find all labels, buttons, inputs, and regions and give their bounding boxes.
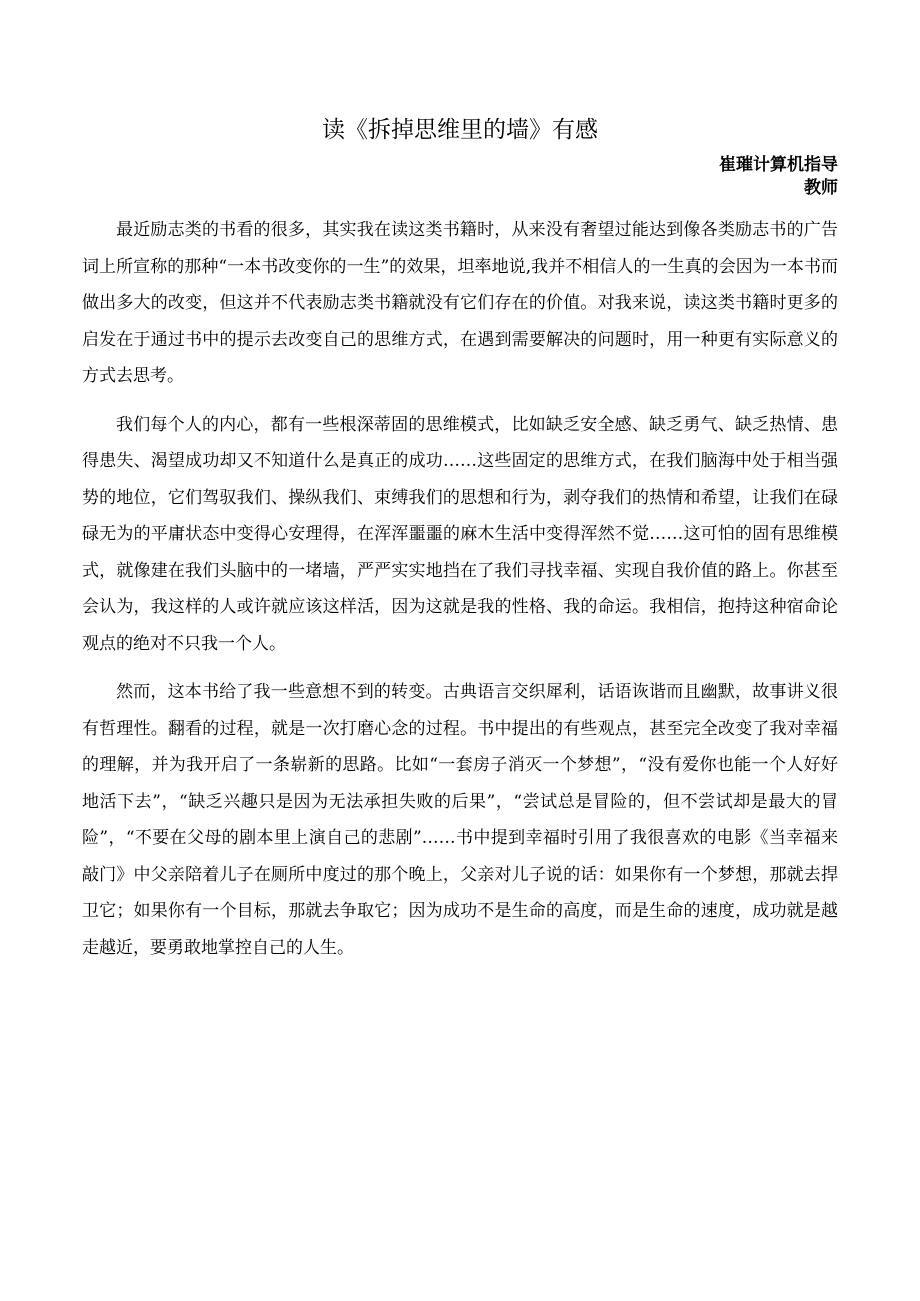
- document-body: [82, 212, 838, 978]
- paragraph-3: 然而，这本书给了我一些意想不到的转变。古典语言交织犀利，话语诙谐而且幽默，故事讲义很有哲理性。翻看的过程，就是一次打磨心念的过程。书中提出的有些观点，甚至完全改变了我对幸福的理解，并为我开启了一条崭新的思路。比如“一套房子消灭一个梦想”，“没有爱你也能一个人好好地活下去”，“缺乏兴趣只是因为无法承担失败的后果”，“尝试总是冒险的，但不尝试却是最大的冒险”，“不要在父母的剧本里上演自己的悲剧”……书中提到幸福时引用了我很喜欢的电影《当幸福来敲门》中父亲陪着儿子在厕所中度过的那个晚上，父亲对儿子说的话：如果你有一个梦想，那就去捍卫它；如果你有一个目标，那就去争取它；因为成功不是生命的高度，而是生命的速度，成功就是越走越近，要勇敢地掌控自己的人生。: [82, 682, 838, 958]
- author-block: [719, 154, 838, 200]
- paragraph-2: 我们每个人的内心，都有一些根深蒂固的思维模式，比如缺乏安全感、缺乏勇气、缺乏热情、患得患失、渴望成功却又不知道什么是真正的成功……这些固定的思维方式，在我们脑海中处于相当强势的地位，它们驾驭我们、操纵我们、束缚我们的思想和行为，剥夺我们的热情和希望，让我们在碌碌无为的平庸状态中变得心安理得，在浑浑噩噩的麻木生活中变得浑然不觉……这可怕的固有思维模式，就像建在我们头脑中的一堵墙，严严实实地挡在了我们寻找幸福、实现自我价值的路上。你甚至会认为，我这样的人或许就应该这样活，因为这就是我的性格、我的命运。我相信，抱持这种宿命论观点的绝对不只我一个人。: [82, 414, 838, 654]
- author-name-line: 崔璀计算机指导: [719, 155, 838, 175]
- document-title: 读《拆掉思维里的墙》有感: [322, 117, 598, 143]
- author-role-line: 教师: [804, 178, 838, 198]
- paragraph-1: 最近励志类的书看的很多，其实我在读这类书籍时，从来没有奢望过能达到像各类励志书的广告词上所宣称的那种“一本书改变你的一生”的效果，坦率地说,我并不相信人的一生真的会因为一本书而做出多大的改变，但这并不代表励志类书籍就没有它们存在的价值。对我来说，读这类书籍时更多的启发在于通过书中的提示去改变自己的思维方式，在遇到需要解决的问题时，用一种更有实际意义的方式去思考。: [82, 220, 838, 386]
